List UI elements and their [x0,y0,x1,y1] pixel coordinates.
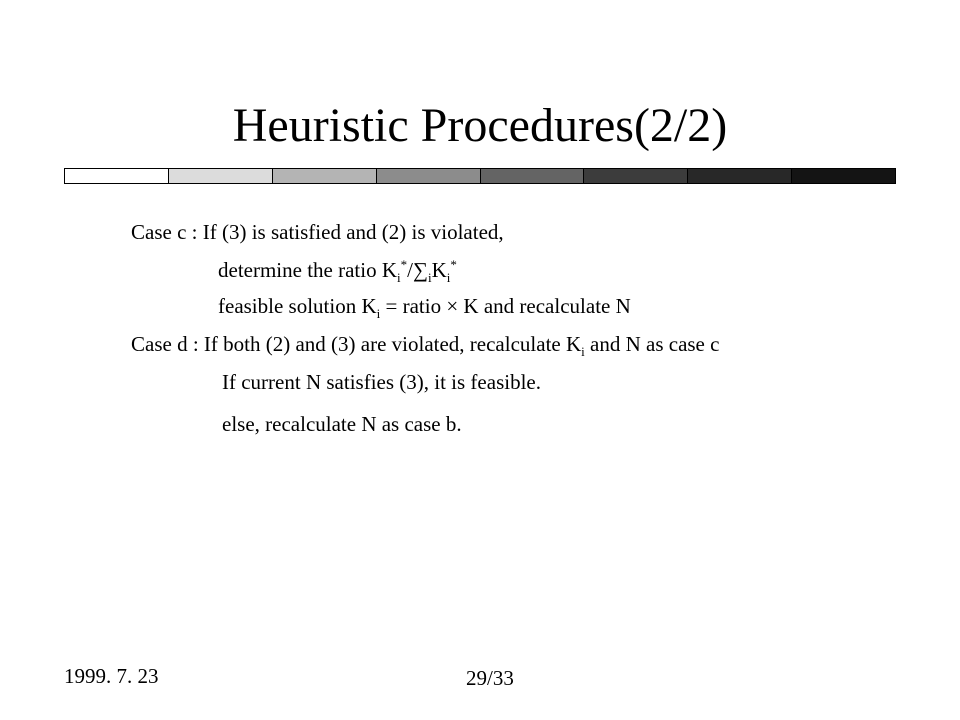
ratio-sup-2: * [450,257,457,272]
gradient-segment [584,169,688,183]
footer-date: 1999. 7. 23 [64,664,159,688]
feasible-line [218,292,631,320]
footer-page-number: 29/33 [466,666,514,690]
case-d-suffix: and N as case c [584,332,720,356]
ratio-sub-1: i [397,270,401,286]
gradient-segment [169,169,273,183]
slide-title: Heuristic Procedures(2/2) [232,99,728,152]
case-d-prefix: Case d : If both (2) and (3) are violated, recalculate K [131,332,582,356]
feasible-suffix: = ratio × K and recalculate N [380,294,631,318]
ratio-k: K [431,258,447,282]
case-d-line [131,330,719,358]
gradient-divider-bar [64,168,896,184]
ratio-sup-1: * [400,257,408,272]
gradient-segment [273,169,377,183]
gradient-segment [792,169,895,183]
ratio-prefix: determine the ratio K [218,258,398,282]
gradient-segment [688,169,792,183]
ratio-sub-3: i [446,270,451,286]
else-line: else, recalculate N as case b. [222,412,462,436]
feasible-sub: i [376,306,381,322]
ratio-mid: /∑ [407,258,428,282]
gradient-segment [65,169,169,183]
gradient-segment [377,169,481,183]
feasible-prefix: feasible solution K [218,294,377,318]
ratio-line [218,256,457,284]
current-n-line: If current N satisfies (3), it is feasible. [222,370,541,394]
case-c-line: Case c : If (3) is satisfied and (2) is violated, [131,220,504,244]
ratio-sub-2: i [427,270,432,286]
case-d-sub: i [581,344,585,360]
gradient-segment [481,169,585,183]
